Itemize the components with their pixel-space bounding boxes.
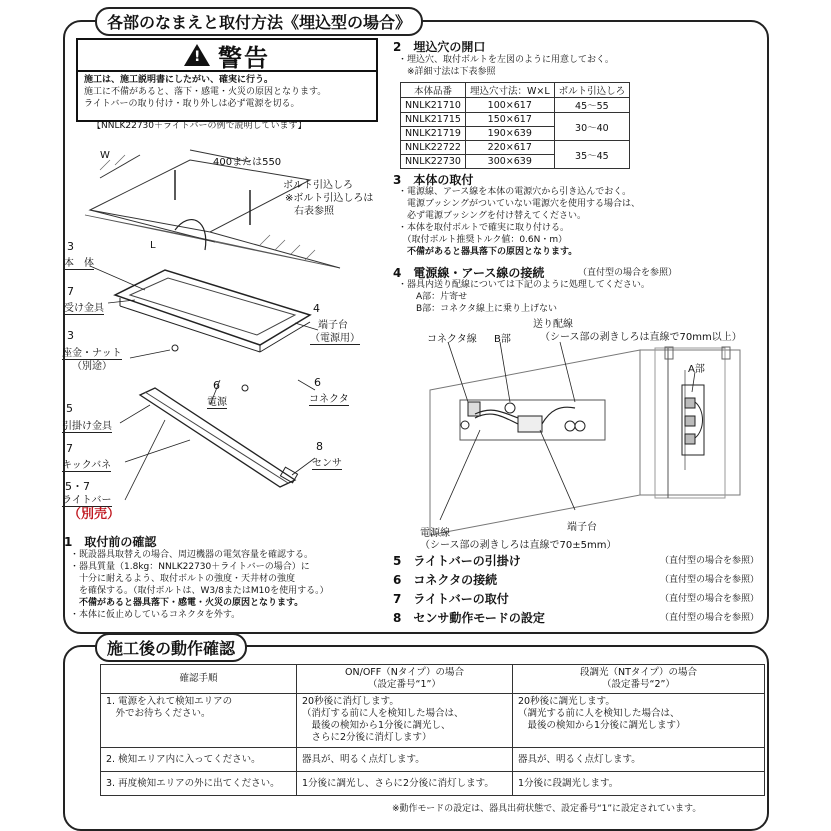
step2-title: 2 埋込穴の開口: [393, 40, 486, 54]
table-cell: 30～40: [554, 113, 630, 141]
step1-title: 1 取付前の確認: [64, 535, 157, 549]
op-header-onoff-1: ON/OFF（Nタイプ）の場合: [345, 667, 464, 678]
step8-title: 8 センサ動作モードの設定: [393, 611, 545, 625]
label-connector-wire: コネクタ線: [427, 334, 477, 345]
step3-body: [398, 186, 640, 258]
label-receiver: 受け金具: [64, 299, 104, 315]
label-terminal-1: 端子台: [318, 320, 348, 331]
label-dimension: 400または550: [213, 157, 282, 168]
step6-title: 6 コネクタの接続: [393, 573, 498, 587]
label-connector: コネクタ: [309, 390, 349, 406]
section-title-install: 各部のなまえと取付方法《埋込型の場合》: [95, 7, 423, 36]
label-w: W: [100, 150, 110, 161]
label-terminal: 端子台: [567, 522, 597, 533]
label-b-part: B部: [494, 334, 511, 345]
example-note: 【NNLK22730＋ライトバーの例で説明しています】: [92, 121, 307, 131]
table-cell: 150×617: [465, 113, 554, 127]
op-header-dimming-1: 段調光（NTタイプ）の場合: [579, 667, 698, 678]
op-row1-onoff: [297, 694, 513, 748]
op-row1-step-1: 1. 電源を入れて検知エリアの: [106, 696, 233, 707]
step1-line-4: を確保する。（取付ボルトは、W3/8またはM10を使用する。）: [70, 586, 329, 596]
step6-ref: （直付型の場合を参照）: [660, 575, 760, 585]
op-row1-dimming-3: 最後の検知から1分後に調光します）: [518, 720, 686, 731]
section-title-check: 施工後の動作確認: [95, 633, 247, 662]
op-row2-dimming: 器具が、明るく点灯します。: [513, 748, 765, 772]
label-l: L: [150, 240, 156, 251]
table-cell: NNLK22722: [401, 141, 466, 155]
label-bolt-margin: ボルト引込しろ: [283, 180, 353, 191]
op-row3-step: 3. 再度検知エリアの外に出てください。: [101, 772, 297, 796]
step7-ref: （直付型の場合を参照）: [660, 594, 760, 604]
num-4: 4: [313, 302, 320, 315]
table-cell: 190×639: [465, 127, 554, 141]
op-row3-dimming: 1分後に段調光します。: [513, 772, 765, 796]
op-row1-onoff-3: 最後の検知から1分後に調光し、: [302, 720, 451, 731]
table-header: 埋込穴寸法：W×L: [465, 83, 554, 98]
label-lightbar: ライトバー: [62, 491, 112, 507]
wiring-diagram: [400, 330, 760, 550]
label-a-part: A部: [688, 364, 705, 375]
step1-line-3: 十分に耐えるよう、取付ボルトの強度・天井材の強度: [70, 574, 296, 584]
step3-line-1: ・電源線、アース線を本体の電源穴から引き込んでおく。: [398, 187, 632, 197]
label-body: 本 体: [64, 254, 94, 270]
num-7a: 7: [67, 285, 74, 298]
step4-ref: （直付型の場合を参照）: [578, 268, 678, 278]
num-6b: 6: [314, 376, 321, 389]
step3-line-6: 不備があると器具落下の原因となります。: [398, 247, 578, 257]
op-row1-dimming-1: 20秒後に調光します。: [518, 696, 615, 707]
step3-line-3: 必ず電源ブッシングを付け替えてください。: [398, 211, 586, 221]
warning-line-1: 施工は、施工説明書にしたがい、確実に行う。: [84, 75, 274, 85]
step3-line-2: 電源ブッシングがついていない電源穴を使用する場合は、: [398, 199, 640, 209]
operation-table: [100, 664, 765, 796]
table-cell: NNLK22730: [401, 155, 466, 169]
label-hook: 引掛け金具: [62, 417, 112, 433]
label-bolt-note-2: 右表参照: [294, 206, 334, 217]
warning-triangle-icon: !: [184, 44, 210, 66]
table-cell: 45～55: [554, 98, 630, 113]
step4-line-2: A部：片寄せ: [398, 292, 468, 302]
op-row1-onoff-1: 20秒後に消灯します。: [302, 696, 399, 707]
step7-title: 7 ライトバーの取付: [393, 592, 509, 606]
step4-line-3: B部：コネクタ線上に乗り上げない: [398, 304, 557, 314]
num-6a: 6: [213, 379, 220, 392]
warning-line-2: 施工に不備があると、落下・感電・火災の原因となります。: [84, 87, 327, 97]
table-cell: 100×617: [465, 98, 554, 113]
op-header-steps: 確認手順: [101, 665, 297, 694]
op-row1-dimming-2: （調光する前に人を検知した場合は、: [518, 708, 680, 719]
label-washer-2: （別途）: [72, 361, 112, 372]
op-header-onoff-2: （設定番号“1”）: [368, 679, 441, 690]
label-power-wire: 電源線: [420, 528, 450, 539]
step3-title: 3 本体の取付: [393, 173, 474, 187]
step2-body: [398, 54, 614, 78]
step3-line-4: ・本体を取付ボルトで確実に取り付ける。: [398, 223, 570, 233]
label-feed-wiring: 送り配線: [533, 319, 573, 330]
label-sheath-2: （シース部の剥きしろは直線で70±5mm）: [420, 540, 617, 551]
op-header-dimming-2: （設定番号“2”）: [602, 679, 675, 690]
op-row3-onoff: 1分後に調光し、さらに2分後に消灯します。: [297, 772, 513, 796]
step4-title: 4 電源線・アース線の接続: [393, 266, 545, 280]
label-sold-separately: （別売）: [68, 507, 121, 522]
num-3a: 3: [67, 240, 74, 253]
op-row2-step: 2. 検知エリア内に入ってください。: [101, 748, 297, 772]
table-cell: NNLK21719: [401, 127, 466, 141]
num-3b: 3: [67, 329, 74, 342]
table-cell: 220×617: [465, 141, 554, 155]
step5-title: 5 ライトバーの引掛け: [393, 554, 521, 568]
step1-line-5: 不備があると器具落下・感電・火災の原因となります。: [70, 598, 304, 608]
step1-body: [70, 549, 329, 621]
step5-ref: （直付型の場合を参照）: [660, 556, 760, 566]
step1-line-2: ・器具質量（1.8kg：NNLK22730＋ライトバーの場合）に: [70, 562, 310, 572]
step8-ref: （直付型の場合を参照）: [660, 613, 760, 623]
num-7b: 7: [66, 442, 73, 455]
num-5: 5: [66, 402, 73, 415]
op-row1-onoff-2: （消灯する前に人を検知した場合は、: [302, 708, 464, 719]
op-header-dimming: [513, 665, 765, 694]
label-terminal-2: （電源用）: [310, 329, 360, 345]
table-cell: 35～45: [554, 141, 630, 169]
dimension-table: [400, 82, 630, 169]
table-cell: NNLK21715: [401, 113, 466, 127]
table-cell: NNLK21710: [401, 98, 466, 113]
step2-line-1: ・埋込穴、取付ボルトを左図のように用意しておく。: [398, 55, 614, 65]
table-header: 本体品番: [401, 83, 466, 98]
table-cell: 300×639: [465, 155, 554, 169]
op-row1-step-2: 外でお待ちください。: [106, 708, 211, 719]
op-row1-onoff-4: さらに2分後に消灯します）: [302, 732, 432, 743]
step4-body: [398, 279, 650, 315]
warning-line-3: ライトバーの取り付け・取り外しは必ず電源を切る。: [84, 99, 300, 109]
label-sheath-1: （シース部の剥きしろは直線で70mm以上）: [540, 332, 742, 343]
step4-line-1: ・器具内送り配線については下記のように処理してください。: [398, 280, 650, 290]
label-washer-1: 座金・ナット: [62, 344, 122, 360]
step1-line-1: ・既設器具取替えの場合、周辺機器の電気容量を確認する。: [70, 550, 314, 560]
op-row1-dimming: [513, 694, 765, 748]
label-bolt-note-1: ※ボルト引込しろは: [285, 193, 374, 204]
label-kick: キックバネ: [62, 456, 111, 472]
op-header-onoff: [297, 665, 513, 694]
table-header: ボルト引込しろ: [554, 83, 630, 98]
op-row2-onoff: 器具が、明るく点灯します。: [297, 748, 513, 772]
op-row1-step: [101, 694, 297, 748]
warning-title: 警告: [218, 43, 270, 72]
num-57: 5・7: [65, 480, 90, 493]
label-power: 電源: [207, 393, 227, 409]
warning-box: [76, 38, 378, 122]
step3-line-5: （取付ボルト推奨トルク値：0.6N・m）: [398, 235, 568, 245]
footnote: ※動作モードの設定は、器具出荷状態で、設定番号“1”に設定されています。: [392, 804, 702, 814]
label-sensor: センサ: [312, 454, 342, 470]
step2-line-2: ※詳細寸法は下表参照: [398, 67, 496, 77]
step1-line-6: ・本体に仮止めしているコネクタを外す。: [70, 610, 241, 620]
num-8: 8: [316, 440, 323, 453]
